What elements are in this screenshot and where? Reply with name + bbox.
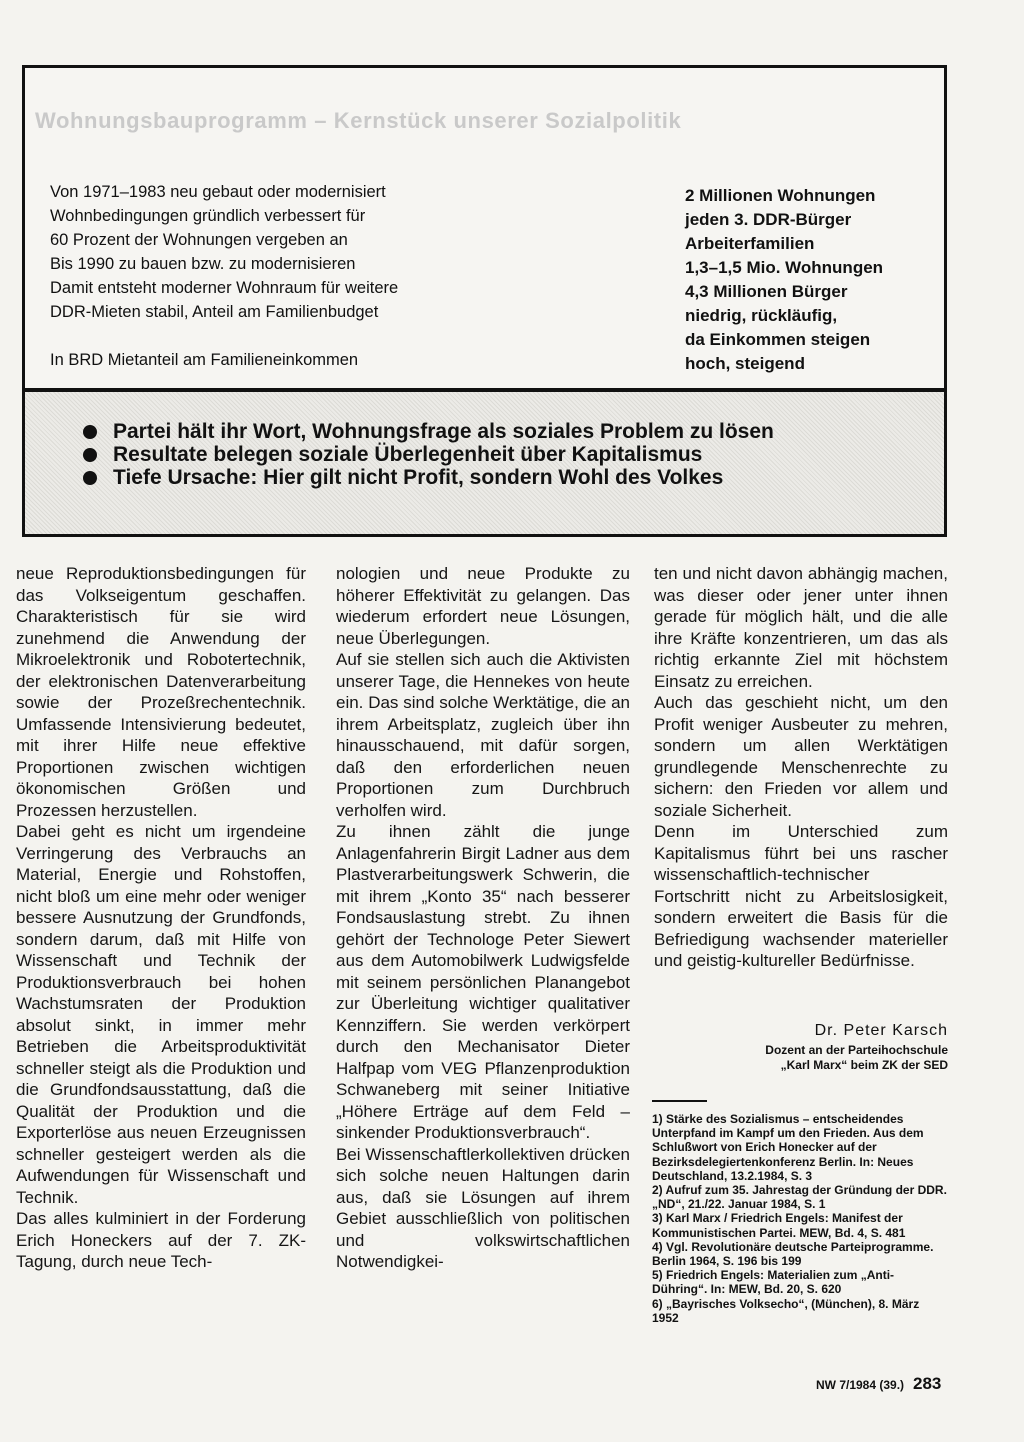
fact-value: 4,3 Millionen Bürger	[685, 282, 848, 301]
fact-label: Wohnbedingungen gründlich verbessert für	[50, 207, 366, 225]
footnote: 6) „Bayrisches Volksecho“, (München), 8. März 1952	[652, 1296, 920, 1325]
fact-label: Bis 1990 zu bauen bzw. zu modernisieren	[50, 255, 356, 273]
fact-label: In BRD Mietanteil am Familieneinkommen	[50, 351, 359, 369]
footnotes	[652, 1112, 948, 1325]
fact-value: 2 Millionen Wohnungen	[685, 186, 876, 205]
bullet-icon	[83, 448, 97, 462]
key-points	[83, 420, 774, 489]
author-name: Dr. Peter Karsch	[814, 1022, 948, 1039]
issue-label: NW 7/1984 (39.)	[816, 1378, 905, 1392]
paragraph: Dabei geht es nicht um irgendeine Verringerung des Verbrauchs an Material, Energie und Rohstoffen, nicht bloß um eine mehr oder weniger bessere Ausnutzung der Grundfonds, sondern darum, daß mit Hilfe von Wissenschaft und Technik der Produktionsverbrauch bei hohen Wachstumsraten der Produktion absolut sinkt, in immer mehr Betrieben die Arbeitsproduktivität schneller steigt als die Produktion und die Grundfondsausstattung, daß die Qualität der Produktion und die Exporterlöse aus neuen Erzeugnissen schneller gesteigert werden als die Aufwendungen für Wissenschaft und Technik.	[16, 822, 306, 1207]
fact-value: 1,3–1,5 Mio. Wohnungen	[685, 258, 884, 277]
footnote: 1) Stärke des Sozialismus – entscheidendes Unterpfand im Kampf um den Frieden. Aus dem Schlußwort von Erich Honecker auf der Bezirksdelegiertenkonferenz Berlin. In: Neues Deutschland, 13.2.1984, S. 3	[652, 1112, 924, 1183]
paragraph: Das alles kulminiert in der Forderung Erich Honeckers auf der 7. ZK-Tagung, durch neue Tech-	[16, 1209, 306, 1271]
paragraph: nologien und neue Produkte zu höherer Effektivität zu gelangen. Das wiederum erfordert neue Lösungen, neue Überlegungen.	[336, 564, 630, 648]
key-point-text: Resultate belegen soziale Überlegenheit über Kapitalismus	[113, 442, 703, 466]
paragraph: ten und nicht davon abhängig machen, was dieser oder jener unter ihnen gerade für möglich hält, und die alle ihre Kräfte konzentrieren, um das als richtig erkannte Ziel mit höchstem Einsatz zu erreichen.	[654, 564, 948, 691]
page-number: 283	[913, 1374, 942, 1393]
author-role-line: „Karl Marx“ beim ZK der SED	[780, 1058, 948, 1072]
author-role-line: Dozent an der Parteihochschule	[765, 1043, 948, 1057]
paragraph: Bei Wissenschaftlerkollektiven drücken sich solche neuen Haltungen darin aus, daß sie Lösungen auf ihrem Gebiet ausschließlich von politischen und volkswirtschaftlichen Notwendigkei-	[336, 1144, 630, 1271]
paragraph: Auch das geschieht nicht, um den Profit weniger Ausbeuter zu mehren, sondern um allen Werktätigen grundlegende Menschenrechte zu sichern: den Frieden vor allem und soziale Sicherheit.	[654, 693, 948, 820]
paragraph: Denn im Unterschied zum Kapitalismus führt bei uns rascher wissenschaftlich-technischer Fortschritt nicht zu Arbeitslosigkeit, sondern erweitert die Basis für die Befriedigung wachsender materieller und geistig-kultureller Bedürfnisse.	[654, 822, 948, 970]
fact-label: Von 1971–1983 neu gebaut oder modernisiert	[50, 183, 386, 201]
footnote: 5) Friedrich Engels: Materialien zum „Anti-Dühring“. In: MEW, Bd. 20, S. 620	[652, 1268, 895, 1297]
paragraph: neue Reproduktionsbedingungen für das Volkseigentum geschaffen. Charakteristisch für sie wird zunehmend die Anwendung der Mikroelektronik und Robotertechnik, der elektronischen Datenverarbeitung sowie der Prozeßrechentechnik. Umfassende Intensivierung bedeutet, mit ihrer Hilfe neue effektive Proportionen zwischen wichtigen ökonomischen Größen und Prozessen herzustellen.	[16, 564, 306, 820]
footnote: 4) Vgl. Revolutionäre deutsche Parteiprogramme. Berlin 1964, S. 196 bis 199	[652, 1239, 934, 1269]
paragraph: Zu ihnen zählt die junge Anlagenfahrerin Birgit Ladner aus dem Plastverarbeitungswerk Schwerin, die mit ihrem „Konto 35“ nach besserer Fondsauslastung strebt. Zu ihnen gehört der Technologe Peter Siewert aus dem Automobilwerk Ludwigsfelde mit seinem persönlichen Planangebot zur Überleitung wichtiger qualitativer Kennziffern. Sie werden verkörpert durch den Mechanisator Dieter Halfpap vom VEG Pflanzenproduktion Schwaneberg mit seiner Initiative „Höhere Erträge auf dem Feld – sinkender Produktionsverbrauch“.	[336, 822, 630, 1142]
key-point-text: Tiefe Ursache: Hier gilt nicht Profit, sondern Wohl des Volkes	[113, 465, 724, 489]
fact-value: jeden 3. DDR-Bürger	[685, 210, 852, 229]
footnote: 2) Aufruf zum 35. Jahrestag der Gründung der DDR. „ND“, 21./22. Januar 1984, S. 1	[652, 1183, 947, 1212]
key-point-text: Partei hält ihr Wort, Wohnungsfrage als soziales Problem zu lösen	[113, 419, 774, 443]
fact-label: Damit entsteht moderner Wohnraum für weitere	[50, 279, 399, 297]
key-point	[83, 466, 774, 489]
fact-value: Arbeiterfamilien	[685, 234, 815, 253]
fact-value: da Einkommen steigen	[685, 330, 871, 349]
info-box	[22, 65, 947, 537]
footnote-rule	[652, 1100, 707, 1102]
article-column-3	[654, 563, 948, 972]
bullet-icon	[83, 425, 97, 439]
info-box-title: Wohnungsbauprogramm – Kernstück unserer Sozialpolitik	[35, 108, 682, 133]
paragraph: Auf sie stellen sich auch die Aktivisten unserer Tage, die Hennekes von heute ein. Das sind solche Werktätige, die an ihrem Arbeitsplatz, zugleich über ihn hinausschauend, mit dafür sorgen, daß den erforderlichen neuen Proportionen zum Durchbruch verholfen wird.	[336, 650, 630, 820]
author-role	[654, 1043, 948, 1073]
footnote: 3) Karl Marx / Friedrich Engels: Manifest der Kommunistischen Partei. MEW, Bd. 4, S. 481	[652, 1211, 906, 1240]
key-point	[83, 443, 774, 466]
fact-value: hoch, steigend	[685, 354, 805, 373]
article-column-2	[336, 563, 630, 1273]
bullet-icon	[83, 471, 97, 485]
fact-value: niedrig, rückläufig,	[685, 306, 838, 325]
fact-label: 60 Prozent der Wohnungen vergeben an	[50, 231, 348, 249]
article-column-1	[16, 563, 306, 1273]
fact-label: DDR-Mieten stabil, Anteil am Familienbudget	[50, 303, 379, 321]
key-point	[83, 420, 774, 443]
